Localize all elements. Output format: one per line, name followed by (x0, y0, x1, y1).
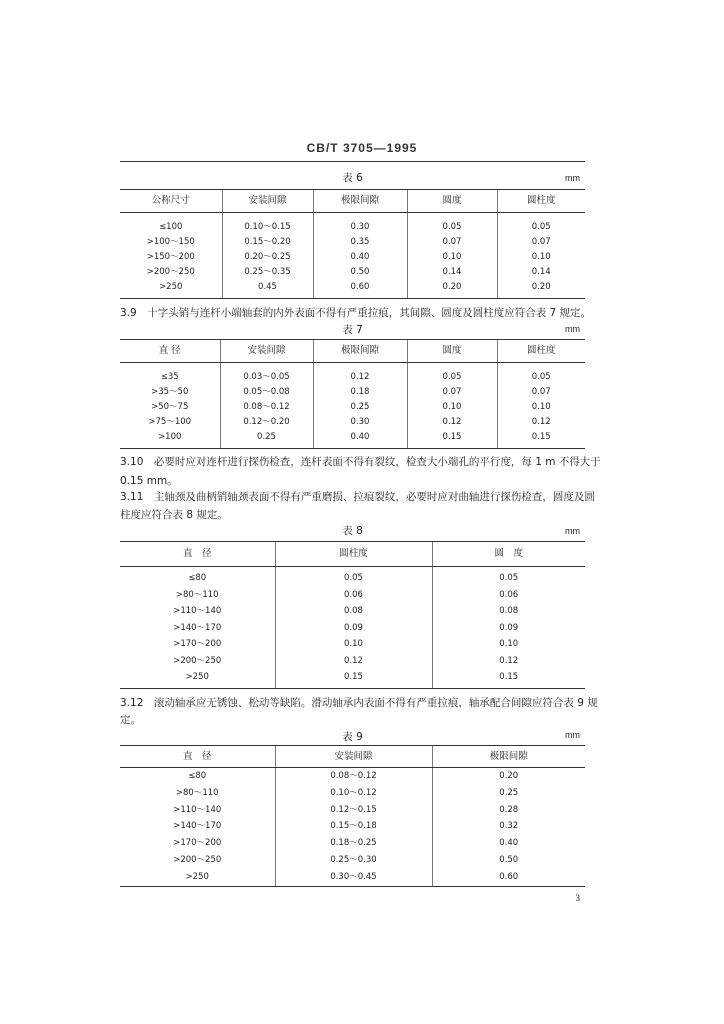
table-cell: 0.28 (432, 802, 585, 819)
table-cell: 0.25～0.30 (275, 852, 432, 869)
table-cell: 0.07 (497, 235, 585, 250)
table-cell: 0.25～0.35 (222, 265, 313, 280)
table-cell: 0.10～0.12 (275, 785, 432, 802)
table-8-caption: 表 8 (342, 525, 363, 537)
column-header: 安装间隙 (275, 746, 432, 768)
table-cell: 0.12～0.20 (220, 415, 313, 430)
table-cell: 0.10～0.15 (222, 213, 313, 236)
table-cell: 0.05～0.08 (220, 385, 313, 400)
table-7 (120, 339, 585, 449)
table-row (120, 768, 585, 785)
table-row (120, 235, 585, 250)
table-cell: >100～150 (146, 237, 195, 247)
table-cell: >80～110 (175, 589, 219, 600)
table-row (120, 430, 585, 449)
table-cell: 0.15 (497, 430, 585, 449)
table-cell: 0.40 (432, 835, 585, 852)
header-rule (120, 161, 585, 162)
table-9 (120, 745, 585, 887)
table-row (120, 603, 585, 620)
table-cell: 0.05 (275, 567, 432, 587)
table-cell: 0.07 (407, 385, 497, 400)
table-8 (120, 541, 585, 689)
table-cell: 0.60 (313, 280, 407, 299)
table-cell: 0.15 (432, 669, 585, 688)
table-cell: 0.10 (275, 636, 432, 653)
table-cell: 0.10 (497, 250, 585, 265)
table-cell: >250 (120, 280, 222, 299)
table-header-row (120, 746, 585, 768)
column-header: 极限间隙 (313, 190, 407, 213)
table-cell: >170～200 (173, 838, 222, 849)
clause-3-12-line-1: 3.12 滚动轴承应无锈蚀、松动等缺陷。滑动轴承内表面不得有严重拉痕，轴承配合间隙应符合表 9 规 (120, 697, 598, 709)
column-header: 圆度 (407, 340, 497, 363)
table-header-row (120, 542, 585, 567)
table-cell: 0.08～0.12 (275, 768, 432, 785)
table-7-caption: 表 7 (342, 324, 363, 336)
table-row (120, 669, 585, 688)
table-9-unit: mm (565, 730, 580, 740)
table-cell: 0.07 (497, 385, 585, 400)
table-cell: 0.10 (407, 250, 497, 265)
table-cell: 0.15 (275, 669, 432, 688)
clause-3-12-line-2: 定。 (120, 714, 141, 726)
table-cell: 0.09 (432, 620, 585, 637)
table-cell: 0.25 (313, 400, 407, 415)
table-cell: >35～50 (151, 387, 189, 397)
table-cell: >75～100 (148, 417, 192, 427)
table-cell: >50～75 (151, 402, 189, 412)
table-row (120, 636, 585, 653)
table-row (120, 587, 585, 604)
clause-3-11-line-2: 柱度应符合表 8 规定。 (120, 509, 228, 521)
table-cell: 0.12 (432, 653, 585, 670)
column-header: 极限间隙 (432, 746, 585, 768)
column-header: 直 径 (120, 746, 275, 768)
table-6-unit: mm (565, 173, 580, 183)
table-cell: 0.25 (220, 430, 313, 449)
table-row (120, 415, 585, 430)
table-cell: 0.60 (432, 869, 585, 886)
table-cell: 0.18～0.25 (275, 835, 432, 852)
table-cell: 0.18 (313, 385, 407, 400)
table-cell: 0.20 (497, 280, 585, 299)
table-cell: 0.08～0.12 (220, 400, 313, 415)
table-cell: >200～250 (173, 854, 222, 865)
table-cell: 0.10 (497, 400, 585, 415)
table-cell: 0.45 (222, 280, 313, 299)
table-row (120, 852, 585, 869)
table-cell: 0.32 (432, 818, 585, 835)
clause-3-10-line-1: 3.10 必要时应对连杆进行探伤检查，连杆表面不得有裂纹，检查大小端孔的平行度，每 1 m 不得大于 (120, 456, 601, 468)
table-cell: 0.07 (407, 235, 497, 250)
table-cell: >110～140 (173, 606, 222, 616)
table-cell: >200～250 (173, 655, 222, 666)
table-row (120, 213, 585, 236)
table-cell: ≤35 (160, 372, 179, 382)
column-header: 直 径 (120, 340, 220, 363)
table-cell: 0.15～0.18 (275, 818, 432, 835)
table-row (120, 869, 585, 886)
clause-3-9-line-1: 3.9 十字头销与连杆小端轴套的内外表面不得有严重拉痕，其间隙、圆度及圆柱度应符合表 7 规定。 (120, 307, 592, 319)
table-cell: >110～140 (173, 804, 222, 815)
table-cell: 0.15～0.20 (222, 235, 313, 250)
table-cell: >150～200 (146, 252, 195, 262)
table-cell: 0.10 (432, 636, 585, 653)
table-cell: 0.06 (275, 587, 432, 604)
column-header: 圆柱度 (497, 190, 585, 213)
table-row (120, 400, 585, 415)
table-cell: >100 (120, 430, 220, 449)
column-header: 极限间隙 (313, 340, 407, 363)
table-row (120, 265, 585, 280)
table-8-unit: mm (565, 526, 580, 536)
table-header-row (120, 340, 585, 363)
table-cell: 0.08 (275, 603, 432, 620)
table-row (120, 818, 585, 835)
table-cell: >80～110 (175, 787, 219, 798)
column-header: 圆柱度 (275, 542, 432, 567)
table-cell: 0.30 (313, 213, 407, 236)
clause-3-11-line-1: 3.11 主轴颈及曲柄销轴颈表面不得有严重磨损、拉痕裂纹，必要时应对曲轴进行探伤检查，圆度及圆 (120, 491, 595, 503)
table-cell: >250 (120, 669, 275, 688)
table-cell: >250 (120, 869, 275, 886)
table-header-row (120, 190, 585, 213)
table-cell: 0.12 (497, 415, 585, 430)
table-row (120, 802, 585, 819)
table-cell: 0.05 (407, 363, 497, 386)
table-cell: >140～170 (173, 622, 222, 633)
table-cell: 0.20 (432, 768, 585, 785)
table-cell: 0.12 (275, 653, 432, 670)
column-header: 圆度 (407, 190, 497, 213)
table-row (120, 785, 585, 802)
table-cell: >140～170 (173, 821, 222, 832)
table-cell: 0.30～0.45 (275, 869, 432, 886)
table-row (120, 363, 585, 386)
table-cell: 0.08 (432, 603, 585, 620)
table-row (120, 385, 585, 400)
table-row (120, 250, 585, 265)
table-cell: 0.40 (313, 430, 407, 449)
table-cell: 0.09 (275, 620, 432, 637)
table-cell: 0.05 (407, 213, 497, 236)
table-cell: 0.30 (313, 415, 407, 430)
table-cell: >200～250 (146, 267, 195, 277)
column-header: 圆 度 (432, 542, 585, 567)
table-cell: ≤80 (188, 573, 207, 583)
table-row (120, 280, 585, 299)
table-cell: ≤80 (188, 771, 207, 781)
table-cell: >170～200 (173, 639, 222, 649)
table-cell: 0.05 (497, 213, 585, 236)
table-row (120, 620, 585, 637)
table-cell: 0.12 (313, 363, 407, 386)
table-cell: 0.40 (313, 250, 407, 265)
table-cell: 0.20～0.25 (222, 250, 313, 265)
table-cell: 0.50 (313, 265, 407, 280)
table-cell: 0.14 (497, 265, 585, 280)
table-cell: 0.10 (407, 400, 497, 415)
table-7-unit: mm (565, 324, 580, 334)
table-6 (120, 189, 585, 299)
table-cell: 0.15 (407, 430, 497, 449)
table-9-caption: 表 9 (342, 731, 363, 743)
table-cell: ≤100 (159, 222, 183, 232)
clause-3-10-line-2: 0.15 mm。 (120, 475, 178, 487)
table-cell: 0.14 (407, 265, 497, 280)
column-header: 圆柱度 (497, 340, 585, 363)
column-header: 安装间隙 (222, 190, 313, 213)
standard-code: CB/T 3705—1995 (306, 141, 418, 155)
table-cell: 0.05 (497, 363, 585, 386)
table-cell: 0.20 (407, 280, 497, 299)
table-cell: 0.12 (407, 415, 497, 430)
table-row (120, 835, 585, 852)
table-6-caption: 表 6 (342, 172, 363, 184)
table-row (120, 567, 585, 587)
table-row (120, 653, 585, 670)
table-cell: 0.03～0.05 (220, 363, 313, 386)
table-cell: 0.35 (313, 235, 407, 250)
table-cell: 0.12～0.15 (275, 802, 432, 819)
table-cell: 0.50 (432, 852, 585, 869)
column-header: 安装间隙 (220, 340, 313, 363)
table-cell: 0.05 (432, 567, 585, 587)
column-header: 直 径 (120, 542, 275, 567)
table-cell: 0.25 (432, 785, 585, 802)
table-cell: 0.06 (432, 587, 585, 604)
page-number: 3 (575, 893, 580, 903)
column-header: 公称尺寸 (120, 190, 222, 213)
